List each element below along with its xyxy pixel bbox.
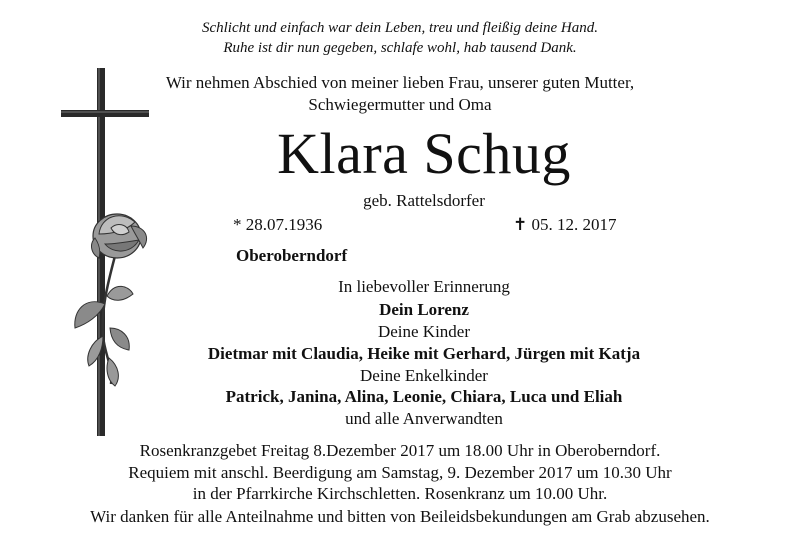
- deceased-name: Klara Schug: [277, 121, 571, 186]
- maiden-name: geb. Rattelsdorfer: [363, 191, 485, 210]
- children-label: Deine Kinder: [377, 322, 471, 341]
- grandchildren-names: Patrick, Janina, Alina, Leonie, Chiara, Luca und Eliah: [225, 387, 623, 406]
- motto-line-1: Schlicht und einfach war dein Leben, treu und fleißig deine Hand.: [201, 20, 599, 36]
- service-line-3: in der Pfarrkirche Kirchschletten. Rosenkranz um 10.00 Uhr.: [192, 484, 608, 503]
- place-of-residence: Oberoberndorf: [236, 246, 348, 265]
- other-relatives: und alle Anverwandten: [345, 409, 503, 428]
- children-names: Dietmar mit Claudia, Heike mit Gerhard, Jürgen mit Katja: [207, 344, 641, 363]
- motto-line-2: Ruhe ist dir nun gegeben, schlafe wohl, hab tausend Dank.: [223, 40, 577, 56]
- spouse-name: Dein Lorenz: [379, 300, 469, 319]
- death-date: ✝ 05. 12. 2017: [513, 215, 617, 234]
- service-line-2: Requiem mit anschl. Beerdigung am Samstag, 9. Dezember 2017 um 10.30 Uhr: [128, 463, 672, 482]
- thanks-line: Wir danken für alle Anteilnahme und bitten von Beileidsbekundungen am Grab abzusehen.: [90, 507, 710, 526]
- intro-line-2: Schwiegermutter und Oma: [308, 95, 492, 114]
- remembrance-heading: In liebevoller Erinnerung: [338, 277, 510, 296]
- intro-line-1: Wir nehmen Abschied von meiner lieben Frau, unserer guten Mutter,: [165, 73, 635, 92]
- birth-date: * 28.07.1936: [233, 215, 323, 234]
- service-line-1: Rosenkranzgebet Freitag 8.Dezember 2017 um 18.00 Uhr in Oberoberndorf.: [139, 441, 661, 460]
- grandchildren-label: Deine Enkelkinder: [360, 366, 488, 385]
